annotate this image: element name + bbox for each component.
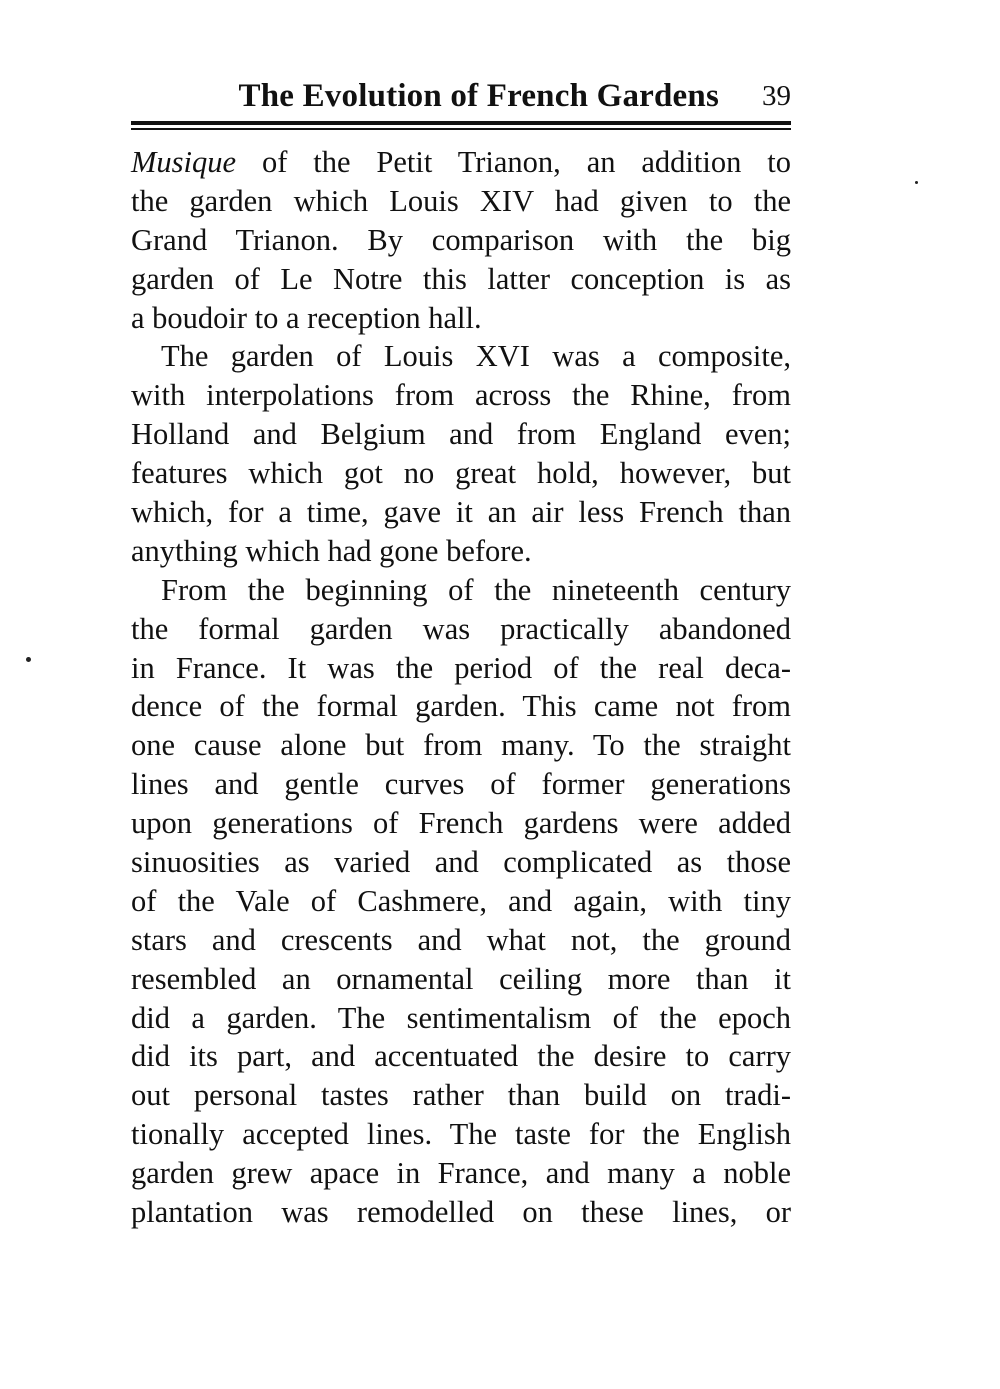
text-line: garden grew apace in France, and many a noble <box>131 1156 791 1191</box>
text-line: resembled an ornamental ceiling more than it <box>131 961 791 996</box>
scan-speck <box>26 657 31 662</box>
text-line: a boudoir to a reception hall. <box>131 300 482 335</box>
page-number: 39 <box>762 80 791 112</box>
text-line: garden of Le Notre this latter conception is as <box>131 261 791 296</box>
italic-word: Musique <box>131 145 237 179</box>
text-line: features which got no great hold, however, but <box>131 456 791 491</box>
text-line: did a garden. The sentimentalism of the epoch <box>131 1000 791 1035</box>
text-line: lines and gentle curves of former generations <box>131 767 791 802</box>
text-line: did its part, and accentuated the desire to carry <box>131 1039 791 1074</box>
book-page <box>131 0 791 1389</box>
text-line: which, for a time, gave it an air less French than <box>131 495 791 530</box>
header-rule-thin <box>131 128 791 130</box>
paragraph-start-line: The garden of Louis XVI was a composite, <box>161 339 791 374</box>
text-line: the formal garden was practically abandoned <box>131 611 791 646</box>
body-text <box>131 143 791 1232</box>
text-line: plantation was remodelled on these lines, or <box>131 1195 791 1230</box>
text-line: out personal tastes rather than build on tradi- <box>131 1078 791 1113</box>
text-line: tionally accepted lines. The taste for the English <box>131 1117 791 1152</box>
text-line <box>131 143 791 182</box>
text-line: the garden which Louis XIV had given to the <box>131 183 791 218</box>
paragraph-start-line: From the beginning of the nineteenth century <box>161 572 791 607</box>
text-line: Holland and Belgium and from England even; <box>131 417 791 452</box>
line-text: of the Petit Trianon, an addition to <box>236 145 791 179</box>
header-rule-thick <box>131 121 791 125</box>
scan-speck <box>915 181 918 184</box>
text-line: in France. It was the period of the real deca- <box>131 650 791 685</box>
running-head <box>131 70 791 120</box>
text-line: sinuosities as varied and complicated as those <box>131 845 791 880</box>
text-line: one cause alone but from many. To the straight <box>131 728 791 763</box>
text-line: stars and crescents and what not, the ground <box>131 922 791 957</box>
text-line: with interpolations from across the Rhine, from <box>131 378 791 413</box>
text-line: dence of the formal garden. This came not from <box>131 689 791 724</box>
running-title: The Evolution of French Gardens <box>238 78 719 114</box>
text-line: anything which had gone before. <box>131 533 532 568</box>
text-line: upon generations of French gardens were added <box>131 806 791 841</box>
text-line: of the Vale of Cashmere, and again, with tiny <box>131 883 791 918</box>
text-line: Grand Trianon. By comparison with the big <box>131 222 791 257</box>
